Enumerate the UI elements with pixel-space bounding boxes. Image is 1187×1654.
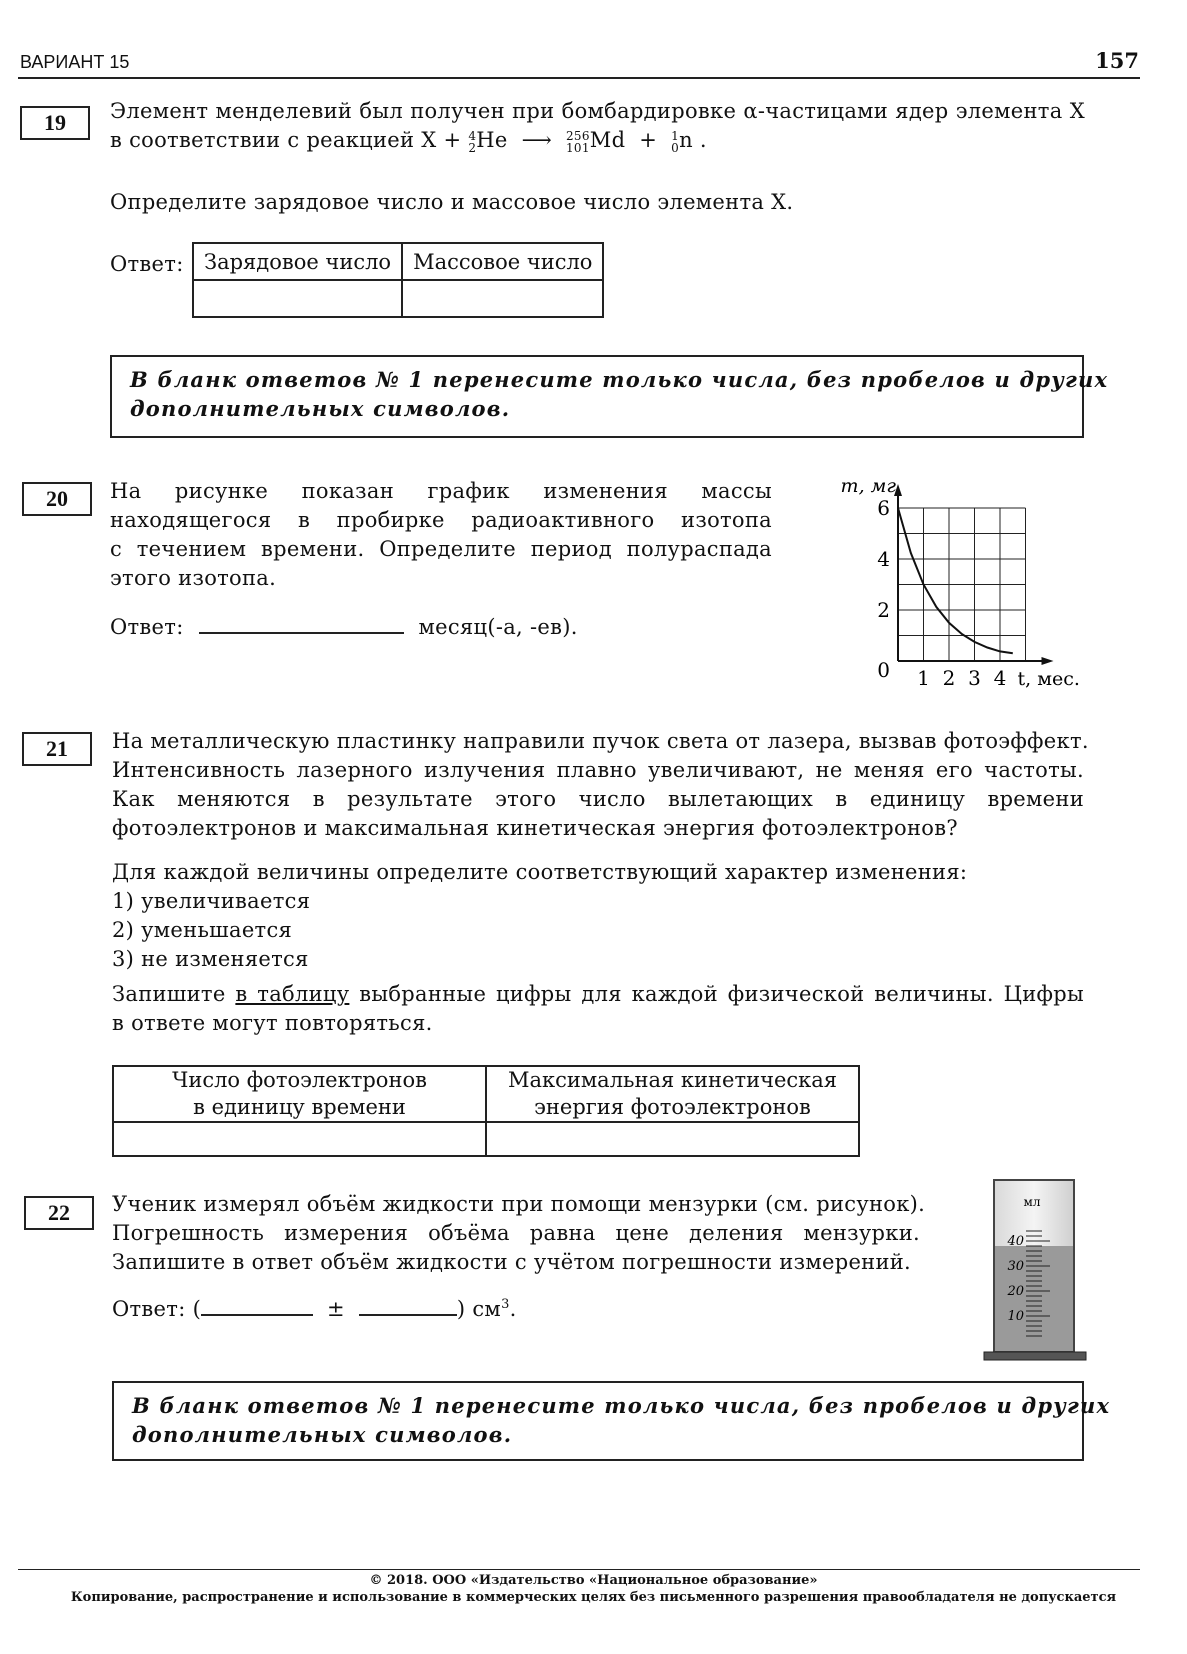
md-mass: 256 xyxy=(565,128,590,143)
q19-cell-mass[interactable] xyxy=(402,280,603,317)
q22-unit: см xyxy=(472,1297,502,1321)
q21-option-1: 1) увеличивается xyxy=(112,889,311,913)
answer-sheet-note-2 xyxy=(112,1381,1111,1461)
helium-mass: 4 xyxy=(468,128,477,143)
q20-answer-label: Ответ: xyxy=(110,615,184,639)
y-tick-label: 2 xyxy=(877,598,890,622)
neutron-symbol: n xyxy=(679,128,693,152)
q22-error-blank[interactable] xyxy=(359,1292,457,1316)
q22-line1: Ученик измерял объём жидкости при помощи мензурки (см. рисунок). xyxy=(112,1192,926,1216)
note1-line1: В бланк ответов № 1 перенесите только числа, без пробелов и других xyxy=(130,367,1109,392)
q21-answer-table xyxy=(112,1065,860,1157)
scale-label: 20 xyxy=(1007,1284,1024,1299)
y-tick-label: 4 xyxy=(877,547,890,571)
q21-line2: Интенсивность лазерного излучения плавно увеличивают, не меняя его частоты. xyxy=(112,758,1084,782)
y-axis-label: m, мг xyxy=(840,478,896,497)
q22-unit-dot: . xyxy=(509,1297,517,1321)
half-life-graph xyxy=(820,478,1090,693)
x-axis-arrow xyxy=(1042,657,1054,665)
question-number-20: 20 xyxy=(22,482,92,516)
q21-para3 xyxy=(112,980,1084,1038)
q21-col2-line1: Максимальная кинетическая xyxy=(507,1068,838,1092)
q21-col2-line2: энергия фотоэлектронов xyxy=(534,1095,811,1119)
q19-line1: Элемент менделевий был получен при бомбардировке α-частицами ядер элемента X xyxy=(110,99,1085,123)
q22-answer xyxy=(112,1290,517,1324)
y-tick-label: 0 xyxy=(877,658,890,682)
q21-col-energy xyxy=(486,1066,859,1122)
q20-text xyxy=(110,477,772,593)
question-number-21: 21 xyxy=(22,732,92,766)
note2-line1: В бланк ответов № 1 перенесите только числа, без пробелов и других xyxy=(132,1393,1111,1418)
graph-axes xyxy=(894,484,1054,665)
helium-charge: 2 xyxy=(468,140,477,155)
q21-para3-line2: в ответе могут повторяться. xyxy=(112,1011,433,1035)
cylinder-base xyxy=(984,1352,1086,1360)
scale-label: 10 xyxy=(1007,1309,1024,1324)
x-axis-label: t, мес. xyxy=(1017,668,1080,690)
q21-col-photoelectrons xyxy=(113,1066,486,1122)
q19-col-charge: Зарядовое число xyxy=(193,243,402,280)
plus-sign: + xyxy=(639,128,658,152)
q19-answer-table xyxy=(192,242,604,318)
question-number-22: 22 xyxy=(24,1196,94,1230)
q21-para2 xyxy=(112,858,1084,974)
q21-para3-line1 xyxy=(112,980,1084,1009)
q22-plus-minus: ± xyxy=(327,1297,345,1321)
answer-sheet-note-1 xyxy=(110,355,1109,438)
q21-para3-pre: Запишите xyxy=(112,982,236,1006)
page-number: 157 xyxy=(1095,48,1139,73)
q19-col-mass: Массовое число xyxy=(402,243,603,280)
q20-line1: На рисунке показан график изменения массы xyxy=(110,479,772,503)
q22-line3: Запишите в ответ объём жидкости с учётом погрешности измерений. xyxy=(112,1250,912,1274)
q21-line4: фотоэлектронов и максимальная кинетическая энергия фотоэлектронов? xyxy=(112,816,958,840)
header-divider xyxy=(18,77,1140,79)
mendelevium-nuclide xyxy=(566,130,590,154)
copy-notice: Копирование, распространение и использование в коммерческих целях без письменного разрешения правообладателя не допускается xyxy=(70,1590,1117,1605)
q20-line4: этого изотопа. xyxy=(110,566,277,590)
helium-nuclide xyxy=(468,130,476,154)
q20-answer xyxy=(110,610,578,642)
note2-line2: дополнительных символов. xyxy=(132,1422,513,1447)
md-charge: 101 xyxy=(565,140,590,155)
y-tick-label: 6 xyxy=(877,496,890,520)
variant-label: ВАРИАНТ 15 xyxy=(20,52,130,72)
q20-answer-blank[interactable] xyxy=(199,610,404,634)
q21-table-ref: в таблицу xyxy=(235,982,350,1006)
graph-grid xyxy=(898,508,1026,661)
q22-open-paren: ( xyxy=(192,1297,202,1321)
q19-reaction-prefix: в соответствии с реакцией X + xyxy=(110,128,462,152)
q22-line2: Погрешность измерения объёма равна цене деления мензурки. xyxy=(112,1221,920,1245)
question-number-19: 19 xyxy=(20,106,90,140)
q21-line3: Как меняются в результате этого число вылетающих в единицу времени xyxy=(112,787,1084,811)
q20-line2: находящегося в пробирке радиоактивного изотопа xyxy=(110,508,772,532)
q22-value-blank[interactable] xyxy=(201,1292,313,1316)
measuring-cylinder xyxy=(980,1176,1090,1366)
md-symbol: Md xyxy=(589,128,626,152)
q21-cell-energy[interactable] xyxy=(486,1122,859,1156)
q19-text xyxy=(110,97,1085,155)
x-tick-label: 2 xyxy=(942,666,956,690)
decay-curve xyxy=(898,508,1013,653)
q21-col1-line2: в единицу времени xyxy=(193,1095,406,1119)
q21-option-2: 2) уменьшается xyxy=(112,918,293,942)
q22-text xyxy=(112,1190,926,1277)
q22-answer-label: Ответ: xyxy=(112,1297,186,1321)
q21-instruction: Для каждой величины определите соответствующий характер изменения: xyxy=(112,860,968,884)
q20-line3: с течением времени. Определите период полураспада xyxy=(110,537,772,561)
scale-label: 40 xyxy=(1007,1234,1024,1249)
q19-reaction xyxy=(110,126,1085,155)
reaction-dot: . xyxy=(699,128,707,152)
q21-option-3: 3) не изменяется xyxy=(112,947,309,971)
neutron-mass: 1 xyxy=(671,128,680,143)
q22-unit-power: 3 xyxy=(501,1297,510,1312)
neutron-nuclide xyxy=(671,130,679,154)
q21-line1: На металлическую пластинку направили пучок света от лазера, вызвав фотоэффект. xyxy=(112,729,1089,753)
neutron-charge: 0 xyxy=(671,140,680,155)
x-tick-label: 3 xyxy=(968,666,981,690)
q22-close-paren: ) xyxy=(456,1297,466,1321)
q21-cell-photoelectrons[interactable] xyxy=(113,1122,486,1156)
q19-question: Определите зарядовое число и массовое число элемента X. xyxy=(110,190,794,214)
x-tick-label: 1 xyxy=(917,666,930,690)
q19-cell-charge[interactable] xyxy=(193,280,402,317)
x-tick-label: 4 xyxy=(993,666,1007,690)
helium-symbol: He xyxy=(476,128,508,152)
reaction-arrow: ⟶ xyxy=(521,128,552,152)
q19-answer-label: Ответ: xyxy=(110,252,184,276)
scale-label: 30 xyxy=(1007,1259,1024,1274)
q21-col1-line1: Число фотоэлектронов xyxy=(172,1068,427,1092)
q21-para1 xyxy=(112,727,1089,843)
q21-para3-post: выбранные цифры для каждой физической величины. Цифры xyxy=(349,982,1084,1006)
copyright: © 2018. ООО «Издательство «Национальное образование» xyxy=(369,1573,818,1588)
q20-answer-unit: месяц(-а, -ев). xyxy=(418,615,578,639)
cylinder-unit-label: мл xyxy=(1023,1195,1041,1209)
footer-divider xyxy=(18,1569,1140,1570)
note1-line2: дополнительных символов. xyxy=(130,396,511,421)
